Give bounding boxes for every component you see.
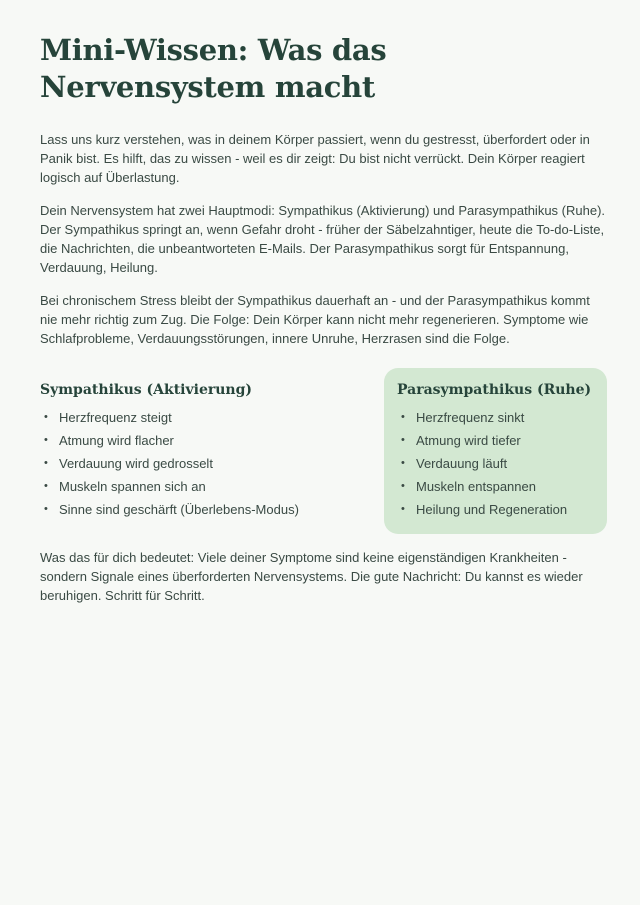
sympathikus-column: [40, 368, 316, 534]
list-item: • Atmung wird tiefer: [397, 432, 593, 449]
closing-paragraph: Was das für dich bedeutet: Viele deiner Symptome sind keine eigenständigen Krankheiten - sondern Signale eines überforderten Nervensystems. Die gute Nachricht: Du kannst es wieder beruhigen. Schritt für Schritt.: [40, 550, 583, 603]
sympathikus-list: [40, 409, 316, 518]
intro-paragraph: Lass uns kurz verstehen, was in deinem Körper passiert, wenn du gestresst, überfordert oder in Panik bist. Es hilft, das zu wissen - weil es dir zeigt: Du bist nicht verrückt. Dein Körper reagiert logisch auf Überlastung.: [40, 132, 590, 185]
page-title: Mini-Wissen: Was das Nervensystem macht: [40, 33, 387, 104]
list-item: • Sinne sind geschärft (Überlebens-Modus): [40, 501, 316, 518]
list-item: • Heilung und Regeneration: [397, 501, 593, 518]
list-item: • Herzfrequenz steigt: [40, 409, 316, 426]
list-item: • Muskeln spannen sich an: [40, 478, 316, 495]
list-item: • Verdauung läuft: [397, 455, 593, 472]
list-item: • Muskeln entspannen: [397, 478, 593, 495]
parasympathikus-list: [397, 409, 593, 518]
parasympathikus-heading: Parasympathikus (Ruhe): [397, 382, 592, 398]
modes-paragraph: Dein Nervensystem hat zwei Hauptmodi: Sympathikus (Aktivierung) und Parasympathikus (Ruhe). Der Sympathikus springt an, wenn Gefahr droht - früher der Säbelzahntiger, heute die To-do-Liste, die Nachrichten, die unbeantworteten E-Mails. Der Parasympathikus sorgt für Entspannung, Verdauung, Heilung.: [40, 203, 606, 275]
list-item: • Atmung wird flacher: [40, 432, 316, 449]
parasympathikus-box: [384, 368, 607, 534]
comparison-columns: [40, 368, 606, 534]
stress-paragraph: Bei chronischem Stress bleibt der Sympathikus dauerhaft an - und der Parasympathikus kommt nie mehr richtig zum Zug. Die Folge: Dein Körper kann nicht mehr regenerieren. Symptome wie Schlafprobleme, Verdauungsstörungen, innere Unruhe, Herzrasen sind die Folge.: [40, 293, 590, 346]
list-item: • Verdauung wird gedrosselt: [40, 455, 316, 472]
list-item: • Herzfrequenz sinkt: [397, 409, 593, 426]
sympathikus-heading: Sympathikus (Aktivierung): [40, 382, 252, 398]
